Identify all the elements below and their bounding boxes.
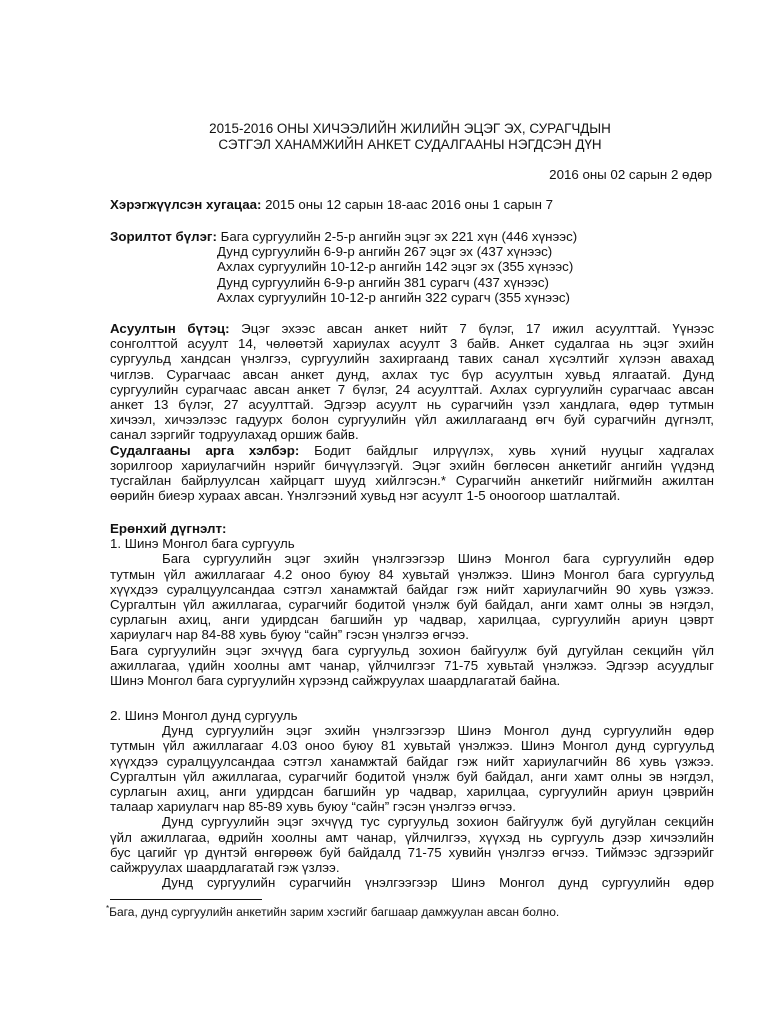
paragraph-line: Дунд сургуулийн эцэг эхийн үнэлгээгээр Шинэ Монгол дунд сургуулийн өдөр [162, 723, 714, 739]
paragraph-line: хүүхдээ суралцуулсандаа сэтгэл ханамжтай байдаг гэж нийт хариулагчийн 86 хувь үзжээ. [110, 753, 714, 769]
target-row: Бага сургуулийн 2-5-р ангийн эцэг эх 221 хүн (446 хүнээс) [216, 229, 578, 244]
footnote-divider [110, 899, 262, 900]
paragraph-line: Дунд сургуулийн эцэг эхчүүд тус сургуульд зохион байгуулж буй дугуйлан секцийн [162, 814, 714, 830]
target-row: Ахлах сургуулийн 10-12-р ангийн 322 сурагч (355 хүнээс) [217, 289, 570, 305]
paragraph-line: хичээл, хичээлээс гадуурх болон сургуулийн үйл ажиллагаанд өгч буй сурагчийн дүгнэлт, [110, 412, 714, 428]
paragraph-line: Бодит байдлыг илрүүлэх, хувь хүний нууцыг хадгалах [299, 442, 714, 458]
paragraph-line: хүүхдээ суралцуулсандаа сэтгэл ханамжтай байдаг гэж нийт хариулагчийн 90 хувь үзжээ. [110, 581, 714, 597]
paragraph-line: сурлагын ахиц, анги удирдсан багшийн ур чадвар, харилцаа, сургуулийн ариун цэврт [110, 612, 714, 628]
structure-label: Асуултын бүтэц: [110, 321, 230, 336]
summary-section [110, 521, 714, 688]
paragraph-line: тутмын үйл ажиллагааг 4.03 оноо буюу 81 хувьтай үнэлжээ. Шинэ Монгол дунд сургуульд [110, 738, 714, 754]
period-label: Хэрэгжүүлсэн хугацаа: [110, 197, 262, 212]
paragraph-line: санал зэргийг тодруулахад оршиж байв. [110, 427, 359, 443]
target-row: Ахлах сургуулийн 10-12-р ангийн 142 эцэг эх (355 хүнээс) [217, 259, 574, 275]
target-label: Зорилтот бүлэг: [110, 229, 217, 244]
footnote-mark: * [106, 904, 110, 913]
paragraph-line: талаар хариулагч нар 85-89 хувь буюу “сайн” гэсэн үнэлгээ өгчээ. [110, 799, 516, 815]
document-date: 2016 оны 02 сарын 2 өдөр [549, 167, 712, 182]
page-title [110, 121, 710, 153]
paragraph-line: чиглэв. Сурагчаас авсан анкет дунд, ахлах тус бүр асуултын хувьд ялгаатай. Дунд [110, 366, 714, 382]
paragraph-line: тутмын үйл ажиллагааг 4.2 оноо буюу 84 хувьтай үнэлжээ. Шинэ Монгол бага сургуульд [110, 566, 714, 582]
summary-heading: Ерөнхий дүгнэлт: [110, 521, 227, 536]
paragraph-line: сургуульд хандсан үнэлгээ, сургуулийн захиргаанд тавих санал хүсэлтийг хүлээн авахад [110, 351, 714, 367]
paragraph-line: сурлагын ахиц, анги удирдсан багшийн ур чадвар, харилцаа, сургуулийн ариун цэврийн [110, 784, 714, 800]
section-2 [110, 708, 714, 890]
paragraph-line: сургуулийн сурагчаас авсан анкет 7 бүлэг, 24 асуулттай. Ахлах сургуулийн сурагчаас авсан [110, 381, 714, 397]
target-row: Дунд сургуулийн 6-9-р ангийн 381 сурагч (437 хүнээс) [217, 274, 549, 290]
paragraph-line: Сургалтын үйл ажиллагаа, сурагчийг бодитой үнэлж буй байдал, анги хамт олны эв нэгдэл, [110, 597, 714, 613]
footnote-text: Бага, дунд сургуулийн анкетийн зарим хэсгийг багшаар дамжуулан авсан болно. [109, 905, 560, 919]
paragraph-line: анкет 13 бүлэг, 27 асуулттай. Эдгээр асуулт нь сурагчийн үзэл хандлага, өдөр тутмын [110, 397, 714, 413]
paragraph-line: Дунд сургуулийн сурагчийн үнэлгээгээр Шинэ Монгол дунд сургуулийн өдөр [162, 875, 714, 891]
structure-paragraph [110, 321, 714, 503]
paragraph-line: тусгайлан байрлуулсан хайрцагт шууд хийлгэсэн.* Сурагчийн анкетийг нийгмийн ажилтан [110, 473, 714, 489]
paragraph-line: Бага сургуулийн эцэг эхчүүд бага сургуульд зохион байгуулж буй дугуйлан секцийн үйл [110, 642, 714, 658]
paragraph-line: үйл ажиллагаа, өдрийн хоолны амт чанар, үйлчилгээ, хүүхэд нь сургууль дээр хичээлийн [110, 829, 714, 845]
paragraph-line: Шинэ Монгол бага сургуулийн хүрээнд сайжруулах шаардлагатай байна. [110, 673, 561, 689]
paragraph-line: бус цагийг үр дүнтэй өнгөрөөж буй байдалд 71-75 хувийн үнэлгээ өгчээ. Тиймээс эдгээрийг [110, 844, 714, 860]
target-row: Дунд сургуулийн 6-9-р ангийн 267 эцэг эх (437 хүнээс) [217, 244, 553, 260]
footnote [106, 905, 559, 919]
paragraph-line: зорилгоор хариулагчийн нэрийг бичүүлээгүй. Эцэг эхийн бөглөсөн анкетийг ангийн үүдэнд [110, 457, 714, 473]
period-value: 2015 оны 12 сарын 18-аас 2016 оны 1 сарын 7 [261, 197, 554, 212]
method-label: Судалгааны арга хэлбэр: [110, 442, 300, 458]
paragraph-line: ажиллагаа, үдийн хоолны амт чанар, үйлчилгээг 71-75 хувьтай үнэлжээ. Эдгээр асуудлыг [110, 657, 714, 673]
section-2-heading: 2. Шинэ Монгол дунд сургууль [110, 708, 298, 723]
paragraph-line: Сургалтын үйл ажиллагаа, сурагчийг бодитой үнэлж буй байдал, анги хамт олны эв нэгдэл, [110, 768, 714, 784]
paragraph-line: Бага сургуулийн эцэг эхийн үнэлгээгээр Шинэ Монгол бага сургуулийн өдөр [162, 551, 714, 567]
section-1-heading: 1. Шинэ Монгол бага сургууль [110, 536, 295, 552]
paragraph-line: Эцэг эхээс авсан анкет нийт 7 бүлэг, 17 ижил асуулттай. Үүнээс [229, 321, 715, 336]
title-line-1: 2015-2016 ОНЫ ХИЧЭЭЛИЙН ЖИЛИЙН ЭЦЭГ ЭХ, СУРАГЧДЫН [209, 121, 611, 136]
period-line [110, 197, 553, 212]
title-line-2: СЭТГЭЛ ХАНАМЖИЙН АНКЕТ СУДАЛГААНЫ НЭГДСЭН ДҮН [218, 137, 602, 152]
target-group [110, 229, 710, 305]
paragraph-line: хариулагч нар 84-88 хувь буюу “сайн” гэсэн үнэлгээ өгчээ. [110, 627, 469, 643]
paragraph-line: сонголттой асуулт 14, чөлөөтэй хариулах асуулт 3 байв. Анкет судалгаа нь эцэг эхийн [110, 336, 714, 352]
paragraph-line: сайжруулах шаардлагатай гэж үзлээ. [110, 860, 340, 876]
paragraph-line: өөрийн биеэр хураах авсан. Үнэлгээний хувьд нэг асуулт 1-5 оноогоор шатлалтай. [110, 488, 621, 504]
